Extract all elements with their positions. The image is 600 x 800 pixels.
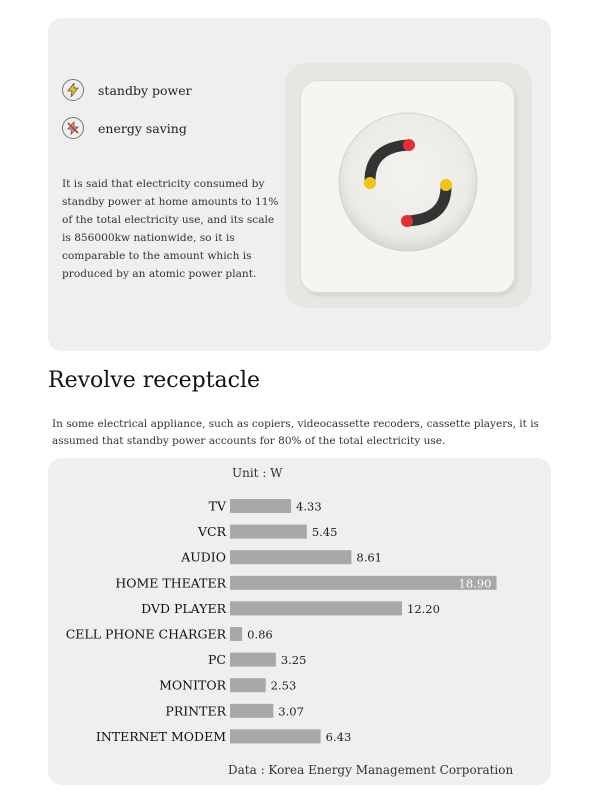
value-label: 8.61 — [356, 550, 383, 565]
category-label: TV — [208, 498, 226, 514]
value-label: 3.25 — [280, 653, 307, 668]
data-source: Data : Korea Energy Management Corporation — [228, 763, 514, 777]
value-label: 0.86 — [247, 627, 273, 642]
value-label: 4.33 — [296, 499, 322, 514]
bar — [230, 601, 402, 615]
category-label: HOME THEATER — [115, 575, 226, 591]
bar — [230, 576, 496, 590]
value-label: 12.20 — [407, 601, 440, 616]
value-label: 6.43 — [325, 729, 352, 744]
page-title: Revolve receptacle — [48, 368, 261, 393]
bar — [230, 550, 351, 564]
bar — [230, 704, 273, 718]
value-label: 5.45 — [311, 525, 338, 540]
category-label: AUDIO — [181, 549, 226, 565]
category-label: VCR — [197, 524, 226, 540]
bar — [230, 499, 291, 513]
bar — [230, 653, 276, 667]
legend-standby-label: standby power — [98, 82, 192, 98]
bar — [230, 627, 242, 641]
standby-description: It is said that electricity consumed by standby power at home amounts to 11% of the total electricity use, and its scale is 856000kw nationwide, so it is comparable to the amount which is produced by an atomic power plant. — [62, 177, 279, 280]
category-label: PC — [208, 652, 226, 668]
bar — [230, 678, 266, 692]
value-label: 18.90 — [458, 576, 492, 591]
value-label: 3.07 — [278, 704, 304, 719]
category-label: DVD PLAYER — [141, 600, 226, 616]
bar — [230, 729, 321, 743]
category-label: MONITOR — [159, 677, 226, 693]
bar — [230, 525, 307, 539]
unit-label: Unit : W — [232, 466, 283, 480]
category-label: CELL PHONE CHARGER — [65, 626, 226, 642]
intro-text: In some electrical appliance, such as copiers, videocassette recoders, cassette players, it is assumed that standby power accounts for 80% of the total electricity use. — [52, 417, 539, 447]
value-label: 2.53 — [270, 678, 297, 693]
legend-saving-label: energy saving — [98, 120, 187, 136]
category-label: INTERNET MODEM — [95, 728, 226, 744]
category-label: PRINTER — [165, 703, 226, 719]
